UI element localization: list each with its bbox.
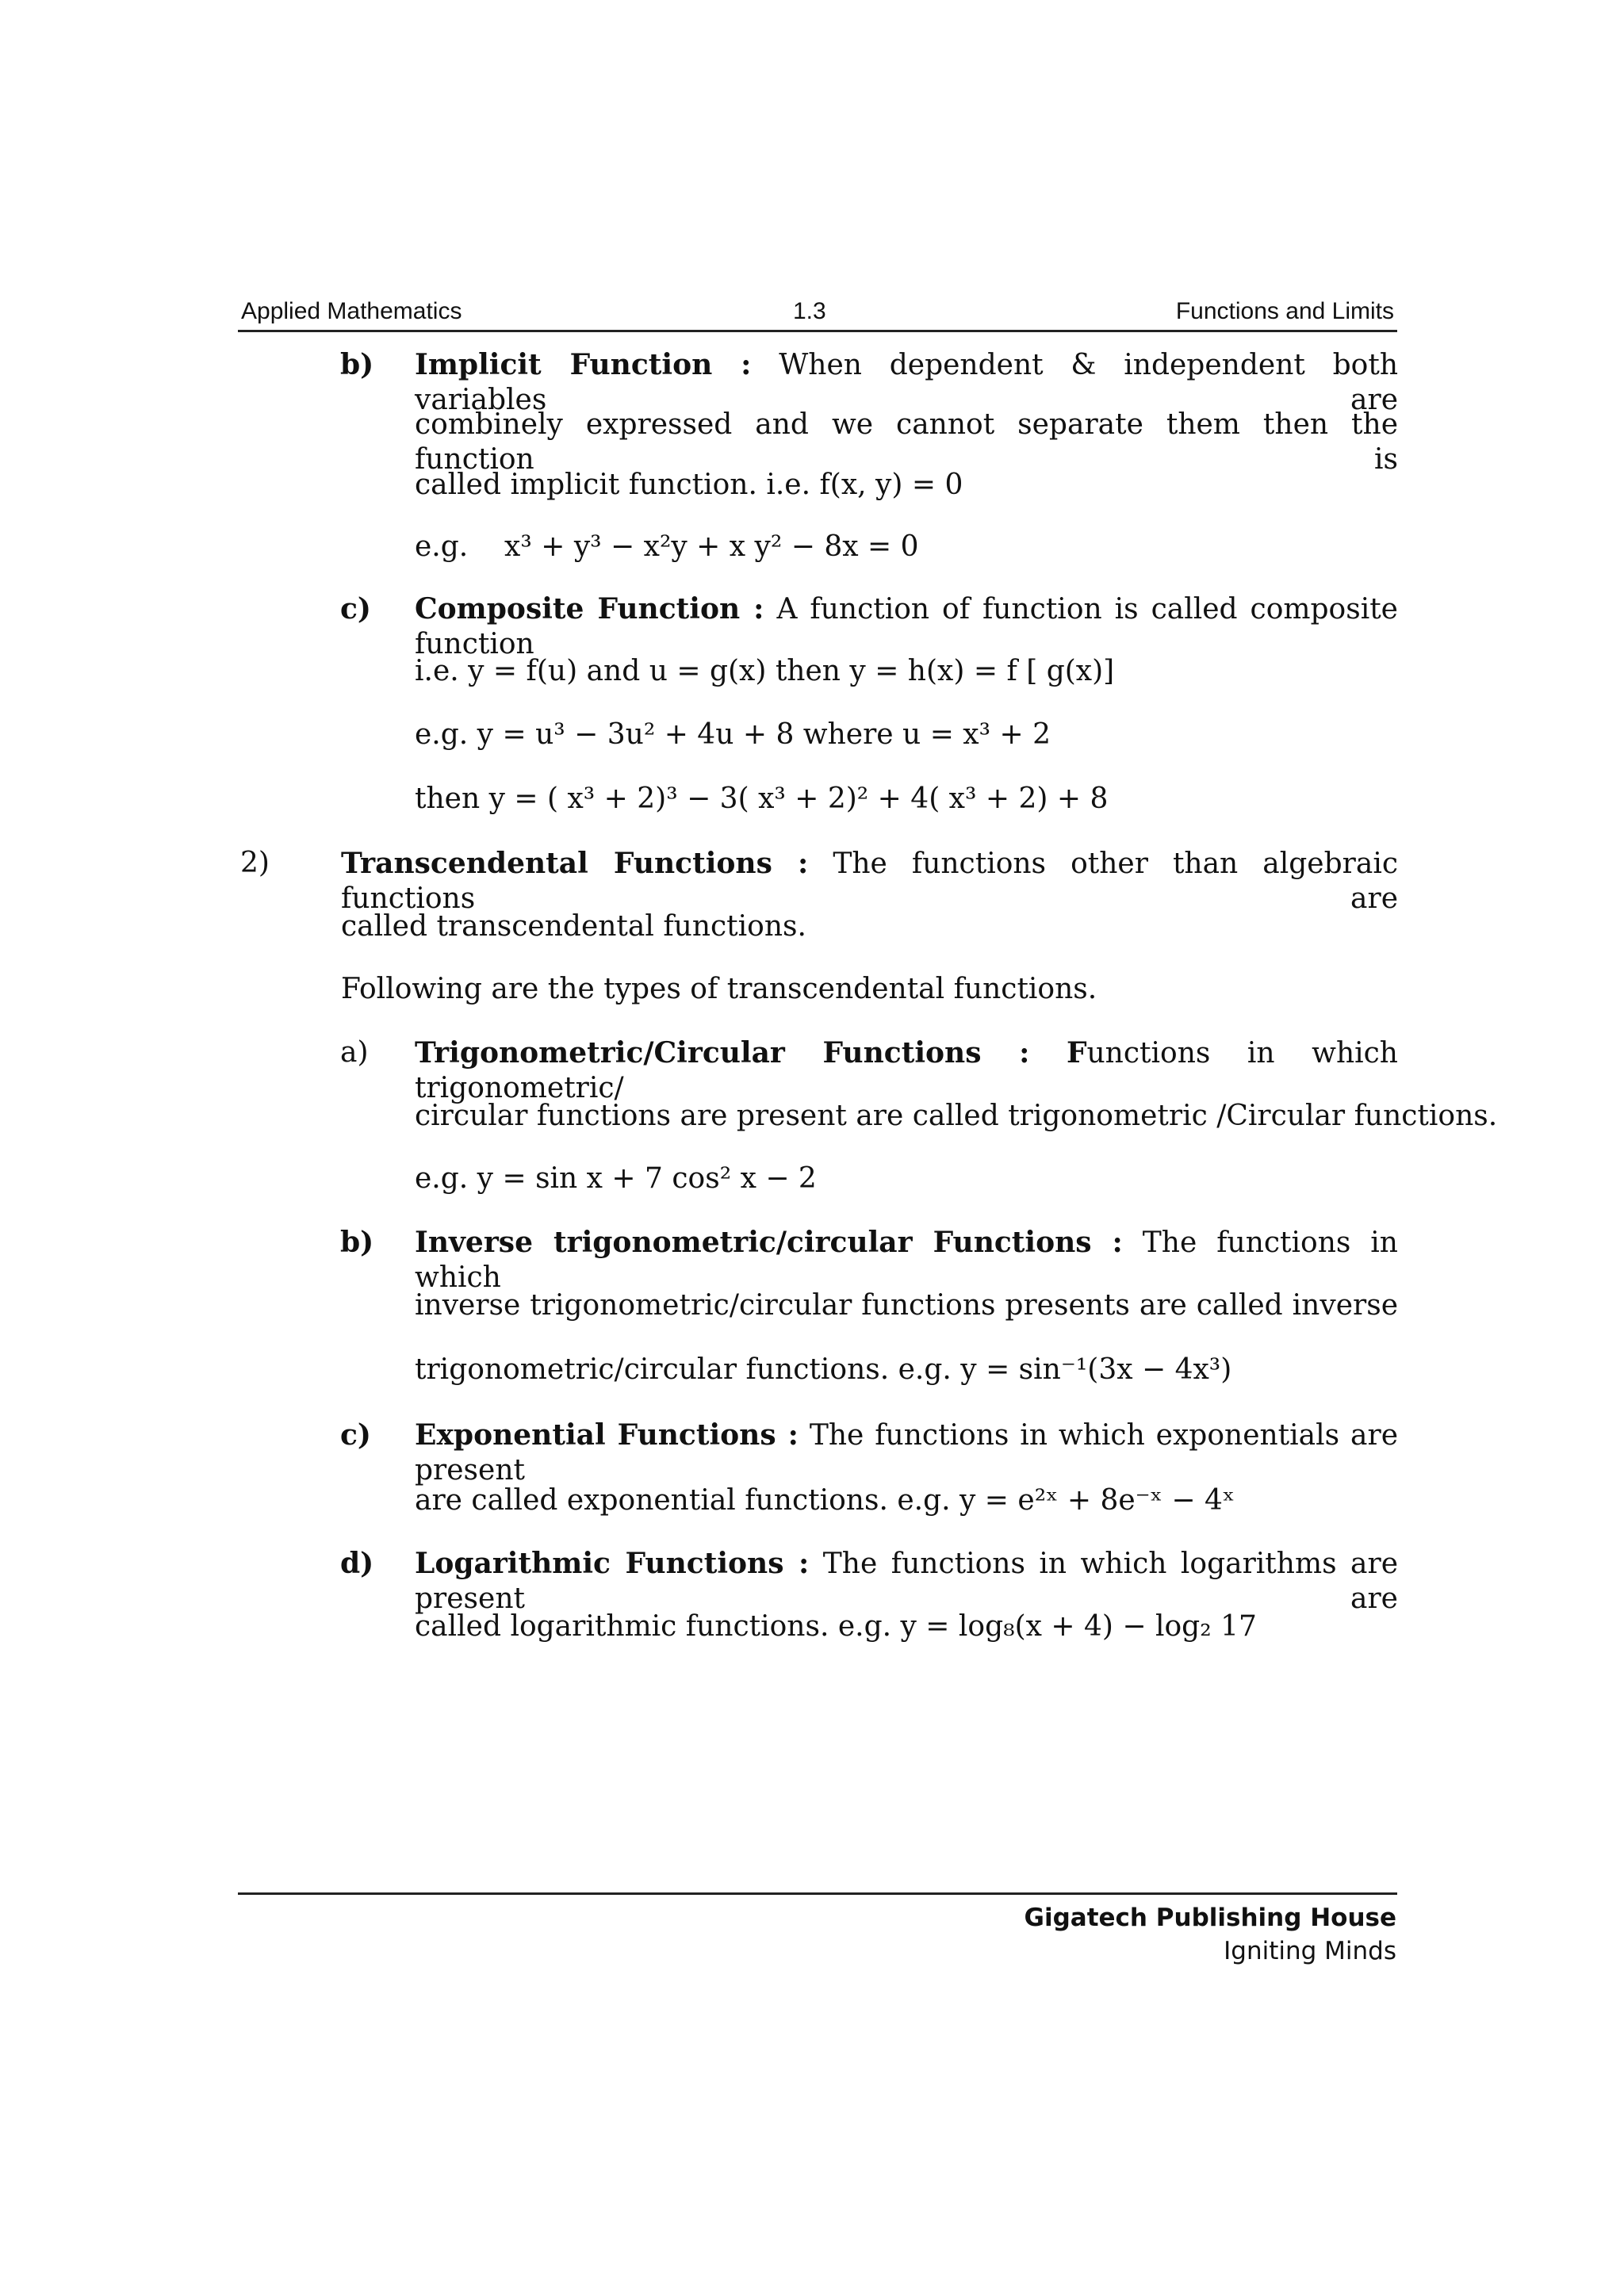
footer-publisher: Gigatech Publishing House <box>1024 1904 1396 1932</box>
implicit-line-2: combinely expressed and we cannot separate them then the function is <box>415 408 1398 476</box>
inverse-term: Inverse trigonometric/circular Functions : <box>415 1226 1123 1259</box>
exponential-term: Exponential Functions : <box>415 1418 799 1452</box>
implicit-line-3: called implicit function. i.e. f(x, y) = 0 <box>415 469 963 501</box>
composite-eg-line: e.g. y = u³ − 3u² + 4u + 8 where u = x³ + 2 <box>415 718 1051 751</box>
logarithmic-line-2: called logarithmic functions. e.g. y = log₈(x + 4) − log₂ 17 <box>415 1610 1257 1643</box>
logarithmic-text-1: The functions in which logarithms are present are <box>415 1548 1398 1615</box>
inverse-line-3: trigonometric/circular functions. e.g. y = sin⁻¹(3x − 4x³) <box>415 1353 1232 1386</box>
composite-term: Composite Function : <box>415 592 764 626</box>
footer-rule <box>238 1892 1397 1895</box>
transcendental-text-1: The functions other than algebraic functions are <box>341 848 1399 915</box>
trig-term: Trigonometric/Circular Functions : <box>415 1036 1030 1070</box>
implicit-eg: e.g. <box>415 530 469 563</box>
composite-line-1 <box>415 591 1398 662</box>
trig-first-letter: F <box>1066 1036 1087 1070</box>
transcendental-number: 2) <box>240 847 270 879</box>
trig-text-1: unctions in which trigonometric/ <box>415 1037 1398 1104</box>
transcendental-term: Transcendental Functions : <box>341 847 809 880</box>
composite-label: c) <box>340 592 371 626</box>
logarithmic-label: d) <box>340 1547 374 1580</box>
composite-then-line: then y = ( x³ + 2)³ − 3( x³ + 2)² + 4( x³ + 2) + 8 <box>415 783 1109 815</box>
transcendental-line-3: Following are the types of transcendental functions. <box>341 973 1097 1005</box>
inverse-label: b) <box>340 1226 374 1259</box>
logarithmic-term: Logarithmic Functions : <box>415 1547 810 1580</box>
trig-example: e.g. y = sin x + 7 cos² x − 2 <box>415 1162 817 1195</box>
exponential-label: c) <box>340 1418 371 1452</box>
footer-tagline: Igniting Minds <box>1224 1937 1396 1965</box>
transcendental-line-2: called transcendental functions. <box>341 910 806 943</box>
exponential-line-1 <box>415 1418 1398 1488</box>
page-header <box>238 295 1397 332</box>
header-page-number: 1.3 <box>793 298 826 324</box>
inverse-text-1: The functions in which <box>415 1226 1398 1294</box>
transcendental-line-1 <box>341 846 1398 916</box>
trig-label: a) <box>340 1036 369 1069</box>
implicit-example-line <box>415 530 919 564</box>
trig-line-2: circular functions are present are called trigonometric /Circular functions. <box>415 1100 1498 1132</box>
implicit-text-1: When dependent & independent both variables are <box>415 349 1399 416</box>
inverse-line-1 <box>415 1225 1398 1295</box>
header-chapter-title: Functions and Limits <box>1175 298 1394 324</box>
implicit-example-equation: x³ + y³ − x²y + x y² − 8x = 0 <box>504 530 919 563</box>
inverse-line-2: inverse trigonometric/circular functions presents are called inverse <box>415 1289 1398 1322</box>
exponential-text-1: The functions in which exponentials are present <box>415 1419 1398 1487</box>
composite-text-1: A function of function is called composite function <box>415 593 1398 660</box>
header-book-title: Applied Mathematics <box>241 298 462 324</box>
trig-line-1 <box>415 1035 1398 1106</box>
exponential-line-2: are called exponential functions. e.g. y = e²ˣ + 8e⁻ˣ − 4ˣ <box>415 1484 1235 1517</box>
logarithmic-line-1 <box>415 1546 1398 1617</box>
implicit-label: b) <box>340 348 374 381</box>
implicit-term: Implicit Function : <box>415 348 752 381</box>
composite-ie-line: i.e. y = f(u) and u = g(x) then y = h(x) = f [ g(x)] <box>415 655 1115 687</box>
